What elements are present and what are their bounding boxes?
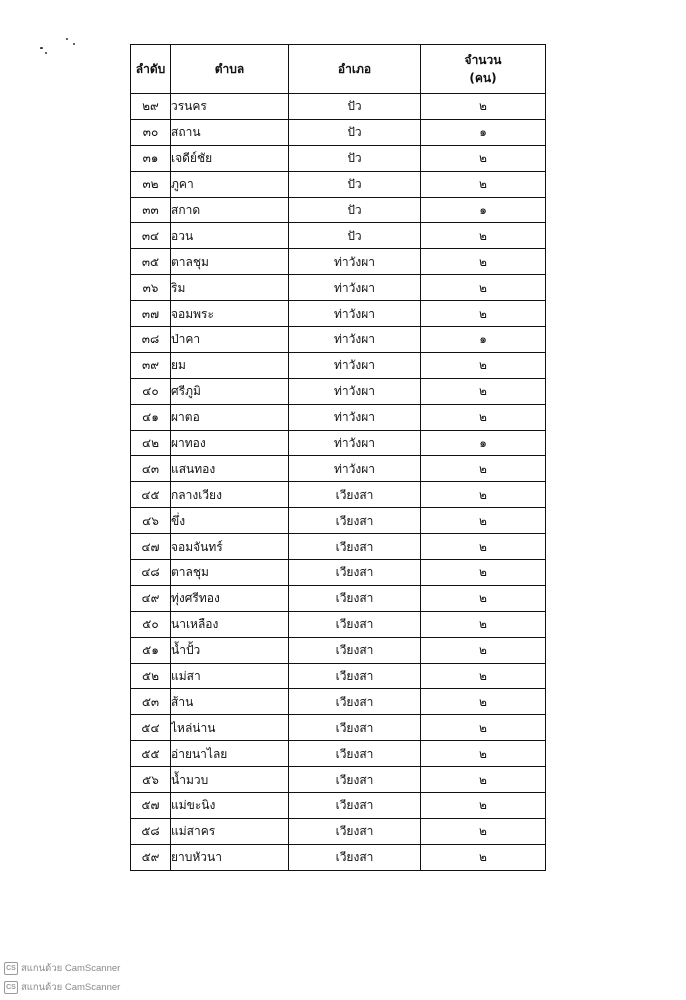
row-count: ๑ [421, 327, 546, 353]
row-subdistrict: กลางเวียง [171, 482, 289, 508]
row-subdistrict: ป่าคา [171, 327, 289, 353]
row-subdistrict: ยาบหัวนา [171, 844, 289, 870]
row-district: ท่าวังผา [289, 249, 421, 275]
row-number: ๔๖ [131, 508, 171, 534]
row-number: ๓๘ [131, 327, 171, 353]
row-number: ๕๑ [131, 637, 171, 663]
row-count: ๒ [421, 818, 546, 844]
row-subdistrict: แม่ขะนิง [171, 793, 289, 819]
table-row [131, 689, 546, 715]
row-number: ๕๕ [131, 741, 171, 767]
row-district: ปัว [289, 94, 421, 120]
row-number: ๒๙ [131, 94, 171, 120]
row-count: ๒ [421, 275, 546, 301]
row-count: ๒ [421, 844, 546, 870]
row-count: ๒ [421, 456, 546, 482]
row-subdistrict: อ่ายนาไลย [171, 741, 289, 767]
scan-specks [40, 38, 80, 58]
row-number: ๔๕ [131, 482, 171, 508]
table-row [131, 482, 546, 508]
row-district: ท่าวังผา [289, 352, 421, 378]
row-count: ๒ [421, 223, 546, 249]
row-number: ๓๙ [131, 352, 171, 378]
row-district: เวียงสา [289, 715, 421, 741]
row-subdistrict: ขึ่ง [171, 508, 289, 534]
row-number: ๓๐ [131, 119, 171, 145]
header-subdistrict: ตำบล [171, 45, 289, 94]
row-count: ๒ [421, 560, 546, 586]
header-count-line1: จำนวน [464, 53, 502, 67]
row-number: ๓๕ [131, 249, 171, 275]
row-subdistrict: ตาลชุม [171, 249, 289, 275]
row-number: ๓๓ [131, 197, 171, 223]
row-count: ๒ [421, 715, 546, 741]
row-district: เวียงสา [289, 585, 421, 611]
header-count-line2: (คน) [469, 71, 497, 85]
row-district: เวียงสา [289, 611, 421, 637]
row-number: ๓๑ [131, 145, 171, 171]
table-row [131, 327, 546, 353]
table-row [131, 171, 546, 197]
row-district: ท่าวังผา [289, 378, 421, 404]
scanner-watermark-text-1: สแกนด้วย CamScanner [21, 963, 121, 974]
row-subdistrict: น้ำมวบ [171, 767, 289, 793]
row-district: เวียงสา [289, 508, 421, 534]
row-subdistrict: ส้าน [171, 689, 289, 715]
table-row [131, 378, 546, 404]
row-subdistrict: ริม [171, 275, 289, 301]
row-subdistrict: ภูคา [171, 171, 289, 197]
row-district: ท่าวังผา [289, 275, 421, 301]
row-subdistrict: ทุ่งศรีทอง [171, 585, 289, 611]
row-district: ปัว [289, 197, 421, 223]
camscanner-logo-icon: CS [4, 981, 18, 994]
row-district: ท่าวังผา [289, 327, 421, 353]
row-subdistrict: อวน [171, 223, 289, 249]
row-district: เวียงสา [289, 767, 421, 793]
row-subdistrict: นาเหลือง [171, 611, 289, 637]
row-count: ๒ [421, 249, 546, 275]
row-number: ๔๘ [131, 560, 171, 586]
row-count: ๑ [421, 197, 546, 223]
row-district: ท่าวังผา [289, 404, 421, 430]
row-subdistrict: ผาทอง [171, 430, 289, 456]
row-district: เวียงสา [289, 741, 421, 767]
row-number: ๓๖ [131, 275, 171, 301]
subdistrict-table [130, 44, 546, 871]
row-subdistrict: จอมพระ [171, 301, 289, 327]
row-subdistrict: ยม [171, 352, 289, 378]
row-count: ๒ [421, 145, 546, 171]
table-row [131, 663, 546, 689]
row-district: เวียงสา [289, 637, 421, 663]
row-number: ๕๖ [131, 767, 171, 793]
header-district: อำเภอ [289, 45, 421, 94]
row-count: ๒ [421, 534, 546, 560]
row-count: ๒ [421, 585, 546, 611]
table-row [131, 249, 546, 275]
row-subdistrict: แม่สา [171, 663, 289, 689]
scanner-watermark-1 [4, 961, 120, 976]
row-number: ๔๗ [131, 534, 171, 560]
row-subdistrict: แสนทอง [171, 456, 289, 482]
row-district: ท่าวังผา [289, 301, 421, 327]
row-district: เวียงสา [289, 818, 421, 844]
table-row [131, 767, 546, 793]
row-district: ท่าวังผา [289, 456, 421, 482]
row-count: ๒ [421, 171, 546, 197]
row-district: เวียงสา [289, 482, 421, 508]
table-row [131, 637, 546, 663]
table-row [131, 741, 546, 767]
row-number: ๔๑ [131, 404, 171, 430]
table-header-row [131, 45, 546, 94]
row-number: ๕๐ [131, 611, 171, 637]
row-subdistrict: น้ำปั้ว [171, 637, 289, 663]
table-row [131, 585, 546, 611]
table-row [131, 793, 546, 819]
row-number: ๔๒ [131, 430, 171, 456]
row-district: ปัว [289, 223, 421, 249]
row-number: ๔๓ [131, 456, 171, 482]
table-row [131, 404, 546, 430]
row-count: ๒ [421, 301, 546, 327]
table-row [131, 119, 546, 145]
row-count: ๒ [421, 767, 546, 793]
table-row [131, 508, 546, 534]
header-count [421, 45, 546, 94]
row-count: ๒ [421, 637, 546, 663]
row-count: ๒ [421, 689, 546, 715]
row-count: ๒ [421, 404, 546, 430]
table-row [131, 560, 546, 586]
table-row [131, 145, 546, 171]
row-district: เวียงสา [289, 663, 421, 689]
table-row [131, 352, 546, 378]
row-number: ๔๐ [131, 378, 171, 404]
row-count: ๒ [421, 663, 546, 689]
row-subdistrict: ตาลชุม [171, 560, 289, 586]
camscanner-logo-icon: CS [4, 962, 18, 975]
table-row [131, 534, 546, 560]
row-count: ๒ [421, 611, 546, 637]
row-district: ปัว [289, 119, 421, 145]
row-count: ๒ [421, 508, 546, 534]
table-row [131, 611, 546, 637]
row-subdistrict: ผาตอ [171, 404, 289, 430]
row-number: ๕๙ [131, 844, 171, 870]
row-subdistrict: สกาด [171, 197, 289, 223]
row-subdistrict: สถาน [171, 119, 289, 145]
table-row [131, 301, 546, 327]
table-row [131, 94, 546, 120]
table-row [131, 223, 546, 249]
row-subdistrict: จอมจันทร์ [171, 534, 289, 560]
table-row [131, 844, 546, 870]
row-number: ๓๒ [131, 171, 171, 197]
row-count: ๒ [421, 378, 546, 404]
table-body [131, 94, 546, 871]
row-number: ๕๘ [131, 818, 171, 844]
row-number: ๕๗ [131, 793, 171, 819]
scanner-watermark-text-2: สแกนด้วย CamScanner [21, 982, 121, 993]
row-count: ๒ [421, 793, 546, 819]
row-district: เวียงสา [289, 793, 421, 819]
table-row [131, 430, 546, 456]
row-number: ๓๗ [131, 301, 171, 327]
row-count: ๒ [421, 352, 546, 378]
row-subdistrict: ศรีภูมิ [171, 378, 289, 404]
row-count: ๒ [421, 94, 546, 120]
header-no: ลำดับ [131, 45, 171, 94]
table-row [131, 197, 546, 223]
row-district: เวียงสา [289, 844, 421, 870]
row-number: ๕๔ [131, 715, 171, 741]
row-number: ๕๒ [131, 663, 171, 689]
row-district: เวียงสา [289, 689, 421, 715]
row-subdistrict: แม่สาคร [171, 818, 289, 844]
row-subdistrict: วรนคร [171, 94, 289, 120]
row-district: ปัว [289, 171, 421, 197]
table-row [131, 715, 546, 741]
scanner-watermark-2 [4, 980, 120, 995]
row-subdistrict: ไหล่น่าน [171, 715, 289, 741]
table-row [131, 818, 546, 844]
row-number: ๓๔ [131, 223, 171, 249]
table-row [131, 456, 546, 482]
row-count: ๒ [421, 741, 546, 767]
row-count: ๒ [421, 482, 546, 508]
row-number: ๔๙ [131, 585, 171, 611]
row-count: ๑ [421, 119, 546, 145]
row-district: เวียงสา [289, 560, 421, 586]
row-number: ๕๓ [131, 689, 171, 715]
row-district: ปัว [289, 145, 421, 171]
row-district: เวียงสา [289, 534, 421, 560]
row-subdistrict: เจดีย์ชัย [171, 145, 289, 171]
row-district: ท่าวังผา [289, 430, 421, 456]
table-row [131, 275, 546, 301]
row-count: ๑ [421, 430, 546, 456]
